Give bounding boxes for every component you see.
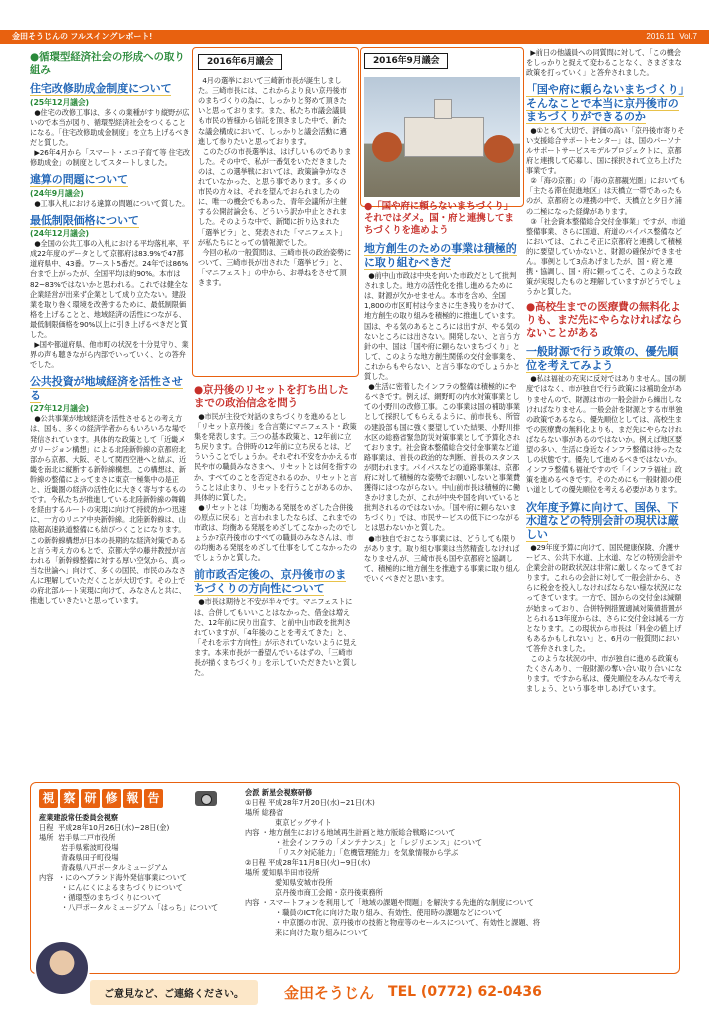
article-heading: 公共投資が地域経済を活性させる [30,375,183,402]
column-1 [30,48,190,778]
column-2-bottom [194,380,357,740]
article-subheading: (27年12月議会) [30,404,90,414]
inspection-place: 青森県八戸ポータルミュージアム [61,863,169,872]
column-2-june [194,48,357,376]
paragraph: ●市独自でおこなう事業には、どうしても限りがあります。取り組む事業は当然精査しなければなりませんが、三崎市長も国や京都府と協調して、積極的に地方創生を推進する事業に取り組んでいくべきだと思います。 [364,533,520,583]
meeting-place: 場所 愛知県半田市役所 [245,868,320,877]
article-heading: 前市政否定後の、京丹後市のまちづくりの方向性について [194,568,347,595]
inspection-content: ・八戸ポータルミュージアム「はっち」について [61,903,219,912]
paragraph: ▶国や都道府県、他市町の状況を十分見守り、業界の声も聴きながら内部でいっていく、との答弁でした。 [30,340,189,370]
city-hall-photo [364,77,520,197]
paragraph: ●住宅の改修工事は、多くの業種がすり縦野が広いので本当が図り、循環型経済社会をつくることになる。「住宅改修助成金制度」を立ち上げるべきだと質した。 [30,107,190,147]
inspection-content: ・にんにくによるまちづくりについて [61,883,183,892]
committee-name: 産業建設常任委員会視察 [39,813,119,822]
tree [484,135,514,163]
meeting-title: 会派 新星会視察研修 [245,788,313,797]
article-subheading: (24年9月議会) [30,188,84,198]
paragraph: このような状況の中、市が独自に進める政策もたくさんあり、一般財源の奪い合い取り合いになります。ですから私は、優先順位をみんなで考えましょう、という事を申しあげています。 [526,654,682,694]
section-heading: ●「国や府に頼らないまちづくり」それではダメ。国・府と連携してまちづくりを進めよう [364,201,514,237]
inspection-details [39,813,239,913]
camera-icon [195,791,217,806]
paragraph: ●工事入札における違算の問題について質した。 [34,198,190,208]
meeting-date: ①日程 平成28年7月20日(水)~21日(木) [245,798,375,807]
inspection-place: 岩手県紫波町役場 [61,843,119,852]
tree [372,132,402,162]
article-subheading: (25年12月議会) [30,97,90,107]
title-char: 研 [81,789,100,808]
article-heading: 住宅改修助成金制度について [30,82,172,95]
meeting-content: 内容 ・スマートフォンを利用して「地域の課題や問題」を解決する先進的な制度について [245,898,534,907]
article-heading: 「国や府に頼らないまちづくり」そんなことで本当に京丹後市のまちづくりができるのか [526,83,684,124]
article-heading: 一般財源で行う政策の、優先順位を考えてみよう [526,345,679,372]
inspection-place: 青森県田子町役場 [61,853,119,862]
meeting-content: 「リスク対応能力」「危機管理能力」を気象情報から学ぶ [275,848,459,857]
article-heading: 最低制限価格について [30,213,139,227]
article-heading: 地方創生のための事業は積極的に取り組むべきだ [364,242,517,269]
header-date-vol: 2016.11 Vol.7 [646,32,697,41]
inspection-box [30,782,680,974]
title-char: 察 [60,789,79,808]
title-char: 視 [39,789,58,808]
building [404,117,484,157]
paragraph: ▶前日の他議員への同質問に対して、「この機会をしっかりと捉えて変わることなく、さまざまな政策を打っていく」と答弁されました。 [526,48,682,78]
paragraph: 4月の選挙において三崎新市長が誕生しました。三崎市長には、これからより良い京丹後市のまちづくりの為に、しっかりと努めて頂きたいと思っております。また、私たち市議会議員も市民の皆様から信託を頂きました中で、新たな議会構成において、しっかりと議会活動に邁進して参りたいと思っております。 [198,76,347,146]
paragraph: 今回の私の一般質問は、三崎市長の政治姿勢について、三崎市長が出された「選挙ビラ」と、「マニフェスト」の中から、お尋ねをさせて頂きます。 [198,247,352,287]
paragraph: ●全国の公共工事の入札における平均落札率、平成22年度のデータとして京都府は83.9%で47都道府県中、43番。ワースト5番だ。24年では86%台まで上がったが、全国平均は約90%。本市は82~83%ではないかと思われる。これでは健全な企業経営が出来ず企業として成り立たない。建設業を取り巻く環境を改善するために、最低制限価格を上げることと、地域経済の活性につながる、最低制限価格を90%以上に引き上げるべきだと質した。 [30,239,190,339]
article-heading: 違算の問題について [30,173,128,187]
meeting-content: 内容 ・地方創生における地域再生計画と地方版総合戦略について [245,828,456,837]
meeting-details [245,788,545,938]
inspection-date: 日程 平成28年10月26日(水)~28日(金) [39,823,170,832]
inspection-content: ・循環型のまちづくりについて [61,893,162,902]
session-tag: 2016年6月議会 [198,54,282,70]
article-heading: 次年度予算に向けて、国保、下水道などの特別会計の現状は厳しい [526,500,679,541]
paragraph: このたびの市長選挙は、はげしいものでありました。その中で、私が一番気をいただきましたのは、この選挙戦においては、政策論争がなされていなかった、と思う事であります。多くの市民の方々は、それを望んでおられましたのに、唯一の機会でもあった、青年会議所が主催する公開討論会も、どういう訳か中止とされました。そのような中で、新聞に折り込まれた「選挙ビラ」と、発表された「マニフェスト」が私たちにとっての情報源でした。 [198,146,352,247]
inspection-place: 場所 岩手県二戸市役所 [39,833,116,842]
meeting-date: ②日程 平成28年11月8日(火)~9日(水) [245,858,371,867]
contact-message: ご意見など、ご連絡ください。 [90,980,258,1005]
header-title: 金田そうじんの フルスイングレポート! [12,32,153,41]
meeting-content: ・社会インフラの「メンテナンス」と「レジリエンス」について [275,838,483,847]
paragraph: ●市長は期待と不安が半々です。マニフェストには、合併してもいいことはなかった、借金は増えた、12年前に戻り出直す、と前中山市政を批判されていますが、「4年後のことを考えてきた」と、「それを示す方向性」が示されていないように見えます。本来市長が一番望んでいるはずの、「三崎市長が描くまちづくり」を示していただきたいと質した。 [194,597,357,678]
meeting-place: 愛知県安城市役所 [275,878,333,887]
meeting-place: 場所 総務省 [245,808,284,817]
footer [30,978,680,1006]
session-tag: 2016年9月議会 [364,53,448,69]
title-char: 報 [123,789,142,808]
paragraph: ●29年度予算に向けて、国民健康保険、介護サービス、公共下水道、上水道、などの特別会計や企業会計の財政状況は非常に厳しくなってきております。これらの会計に対して一般会計から、さらに税金を投入しなければならない様な状況になってきています。一方で、国からの交付金は減額が始まっており、合併特例措置適減対策債措置がとられる13年度からは、さらに交付金は減る一方となります。この現状から市長は「料金の値上げもあるかもしれない」と、6月の一般質問において答弁されました。 [526,543,684,653]
meeting-content: ・職員のICT化に向けた取り組み、有効性、使用時の課題などについて [275,908,503,917]
paragraph: ③「社会資本整備総合交付金事業」ですが、市道整備事業、さらに国道、府道のバイパス整備などにおいては、これこそ正に京都府と連携して積極的に要望していかないと、財源の確保ができません。事例として3点あげましたが、国・府と連携・協調し、国・府に頼ってこそ、このような政策が実現したものと理解していますがどうでしょうかと質した。 [526,216,686,297]
meeting-place: 京丹後市商工会館・京丹後東務所 [275,888,383,897]
paragraph: ●市民が主役で対話のまちづくりを進めるとし「リセット京丹後」を合言葉にマニフェスト・政策集を発表します。三つの基本政策と、12年前に立ち戻ります。合併時の12年前に立ち戻るとは、どういうことでしょうか。それぞれ不安をかかえる市民や市の職員みなさまへ、リセットとは何を指すのか、すべてのことを否定されるのか、リセットと言うことは止まり、リセットを行うことがあるのか、具体的に質した。 [194,412,357,502]
paragraph: ●公共事業が地域経済を活性させるとの考え方は、国も、多くの経済学者からもいろいろな場で発信されています。具体的な政策として「近畿メガリージョン構想」による北陸新幹線の京都府北部から京都、大阪、そして関西空港へと結ぶ、近畿を南北に縦断する新幹線構想。この構想は、新幹線の整備によってまさに東京一極集中の是正と、近畿圏の経済の活性化に大きく寄与するものです。今私たちが推進している北陸新幹線の舞鶴を経由するルートの実現に向けて持続的かつ迅速に、一方のリニア中央新幹線。北陸新幹線は、山陰超高速鉄道整備にも結びつくことになります。この新幹線構想が日本の長期的な経済対策であると言う考え方のもとで、京都大学の藤井教授が言われる「新幹線整備に対する厚い空気から、真っ当な世論へ」向けて、多くの国民、市民のみなさんに理解していただくことが大切です。その上での府北部ルート実現に向けて、みなさんと共に、推進していきたいと思っています。 [30,414,187,606]
paragraph: ▶26年4月から「スマート・エコ子育て等 住宅改修助成金」の制度としてスタートしました。 [30,147,190,167]
article-subheading: (24年12月議会) [30,229,90,239]
title-char: 修 [102,789,121,808]
phone-number[interactable]: TEL (0772) 62-0436 [388,984,542,1000]
paragraph: ●①ともて大切で、評価の高い「京丹後市寄りそい支援総合サポートセンター」は、国のパーソナルサポートサービスモデルプロジェクトに、京都府と連携して応募し、国に採択されて立ち上げた事業です。 [526,125,685,176]
title-char: 告 [144,789,163,808]
paragraph: ●リセットとは「均衡ある発展をめざした合併後の原点に戻る」と言われましたならば、これまでの市政は、均衡ある発展をめざしてこなかったのでしょうか?京丹後市のすべての職員のみなさんは、市の均衡ある発展をめざして仕事をしてこなかったのでしょうかと質した。 [194,502,357,563]
meeting-place: 東京ビッグサイト [275,818,332,827]
column-3 [362,48,522,748]
section-heading: ●京丹後のリセットを打ち出したまでの政治信念を問う [194,384,349,409]
author-name: 金田そうじん [284,983,375,1002]
inspection-content: 内容 ・にのへブランド海外発信事業について [39,873,187,882]
paragraph: ●私は福祉の充実に反対ではありません。国の制度ではなく、市が独自で行う政策には補助金がありませんので、財源は市の一般会計から繰出しなければなりません。一般会計を財源とする市単独の政策であるなら、優先順位としては、高校生までの医療費の無料化よりも、まだ先にやらなければならない事があるのではないか。例えば地区要望の多い、生活に身近なインフラ整備は待ったなしの状態です。優先して進めるべきではないか。インフラ整備も福祉ですので「インフラ福祉」政策を進めるべきです。そのためにも一般財源の使い道としての優先順位を考える必要があります。 [526,374,686,495]
building-tower [434,99,452,119]
header-bar [0,30,709,44]
paragraph: ●生活に密着したインフラの整備は積極的にやるべきです。例えば、網野町の内水対策事業としての小野川の改修工事。この事業は国の補助事業として採択してもらえるように、前市長も、所管の建設部も国に強く要望していた結果、小野川排水区の総務省緊急防災対策事業として予算化されております。社会資本整備総合交付金事業など道路事業は、首長の政治的な判断、首長のスタンスが問われます。パイパスなどの道路事業は、京都府に対して積極的な姿勢でお願いしないと事業費獲得にはつながらない。中山前市長は積極的に働きかけましたが、これが中央や国を向いていると批判されるのではないか。「国や府に頼らないまちづくり」では、市民サービスの低下につながるとは思わないかと質した。 [364,382,520,533]
paragraph: ②「海の京都」の「海の京都観光圏」においても「主たる滞在促進地区」は天橋立一帯であったものが、京都府との連携の中で、天橋立と夕日ケ浦の二極になった経緯があります。 [526,176,686,216]
meeting-content: ・中京圏の市況、京丹後市の技術と物産等のセールスについて、有効性と課題、将来に向けた取り組みについて [275,918,541,937]
paragraph: ●前中山市政は中央を向いた市政だとして批判されました。地方の活性化を推し進めるためには、財源が欠かせません。本市を含め、全国1,800の市区町村は今まさに生き残りをかけて、地方創生の取り組みを積極的に推進しています。国は、やる気のあるところには出すが、やる気のないところには出さない。開発しない、と言う方針の中、国は「国や府に頼らないまちづくり」として、このような地方創生関係の交付金事業を、これからもやらない、と言う事なのでしょうかと質した。 [364,271,520,382]
inspection-title [39,789,163,808]
section-heading: ●循環型経済社会の形成への取り組み [30,51,185,76]
section-heading: ●高校生までの医療費の無料化よりも、まだ先にやらなければならないことがある [526,301,682,340]
